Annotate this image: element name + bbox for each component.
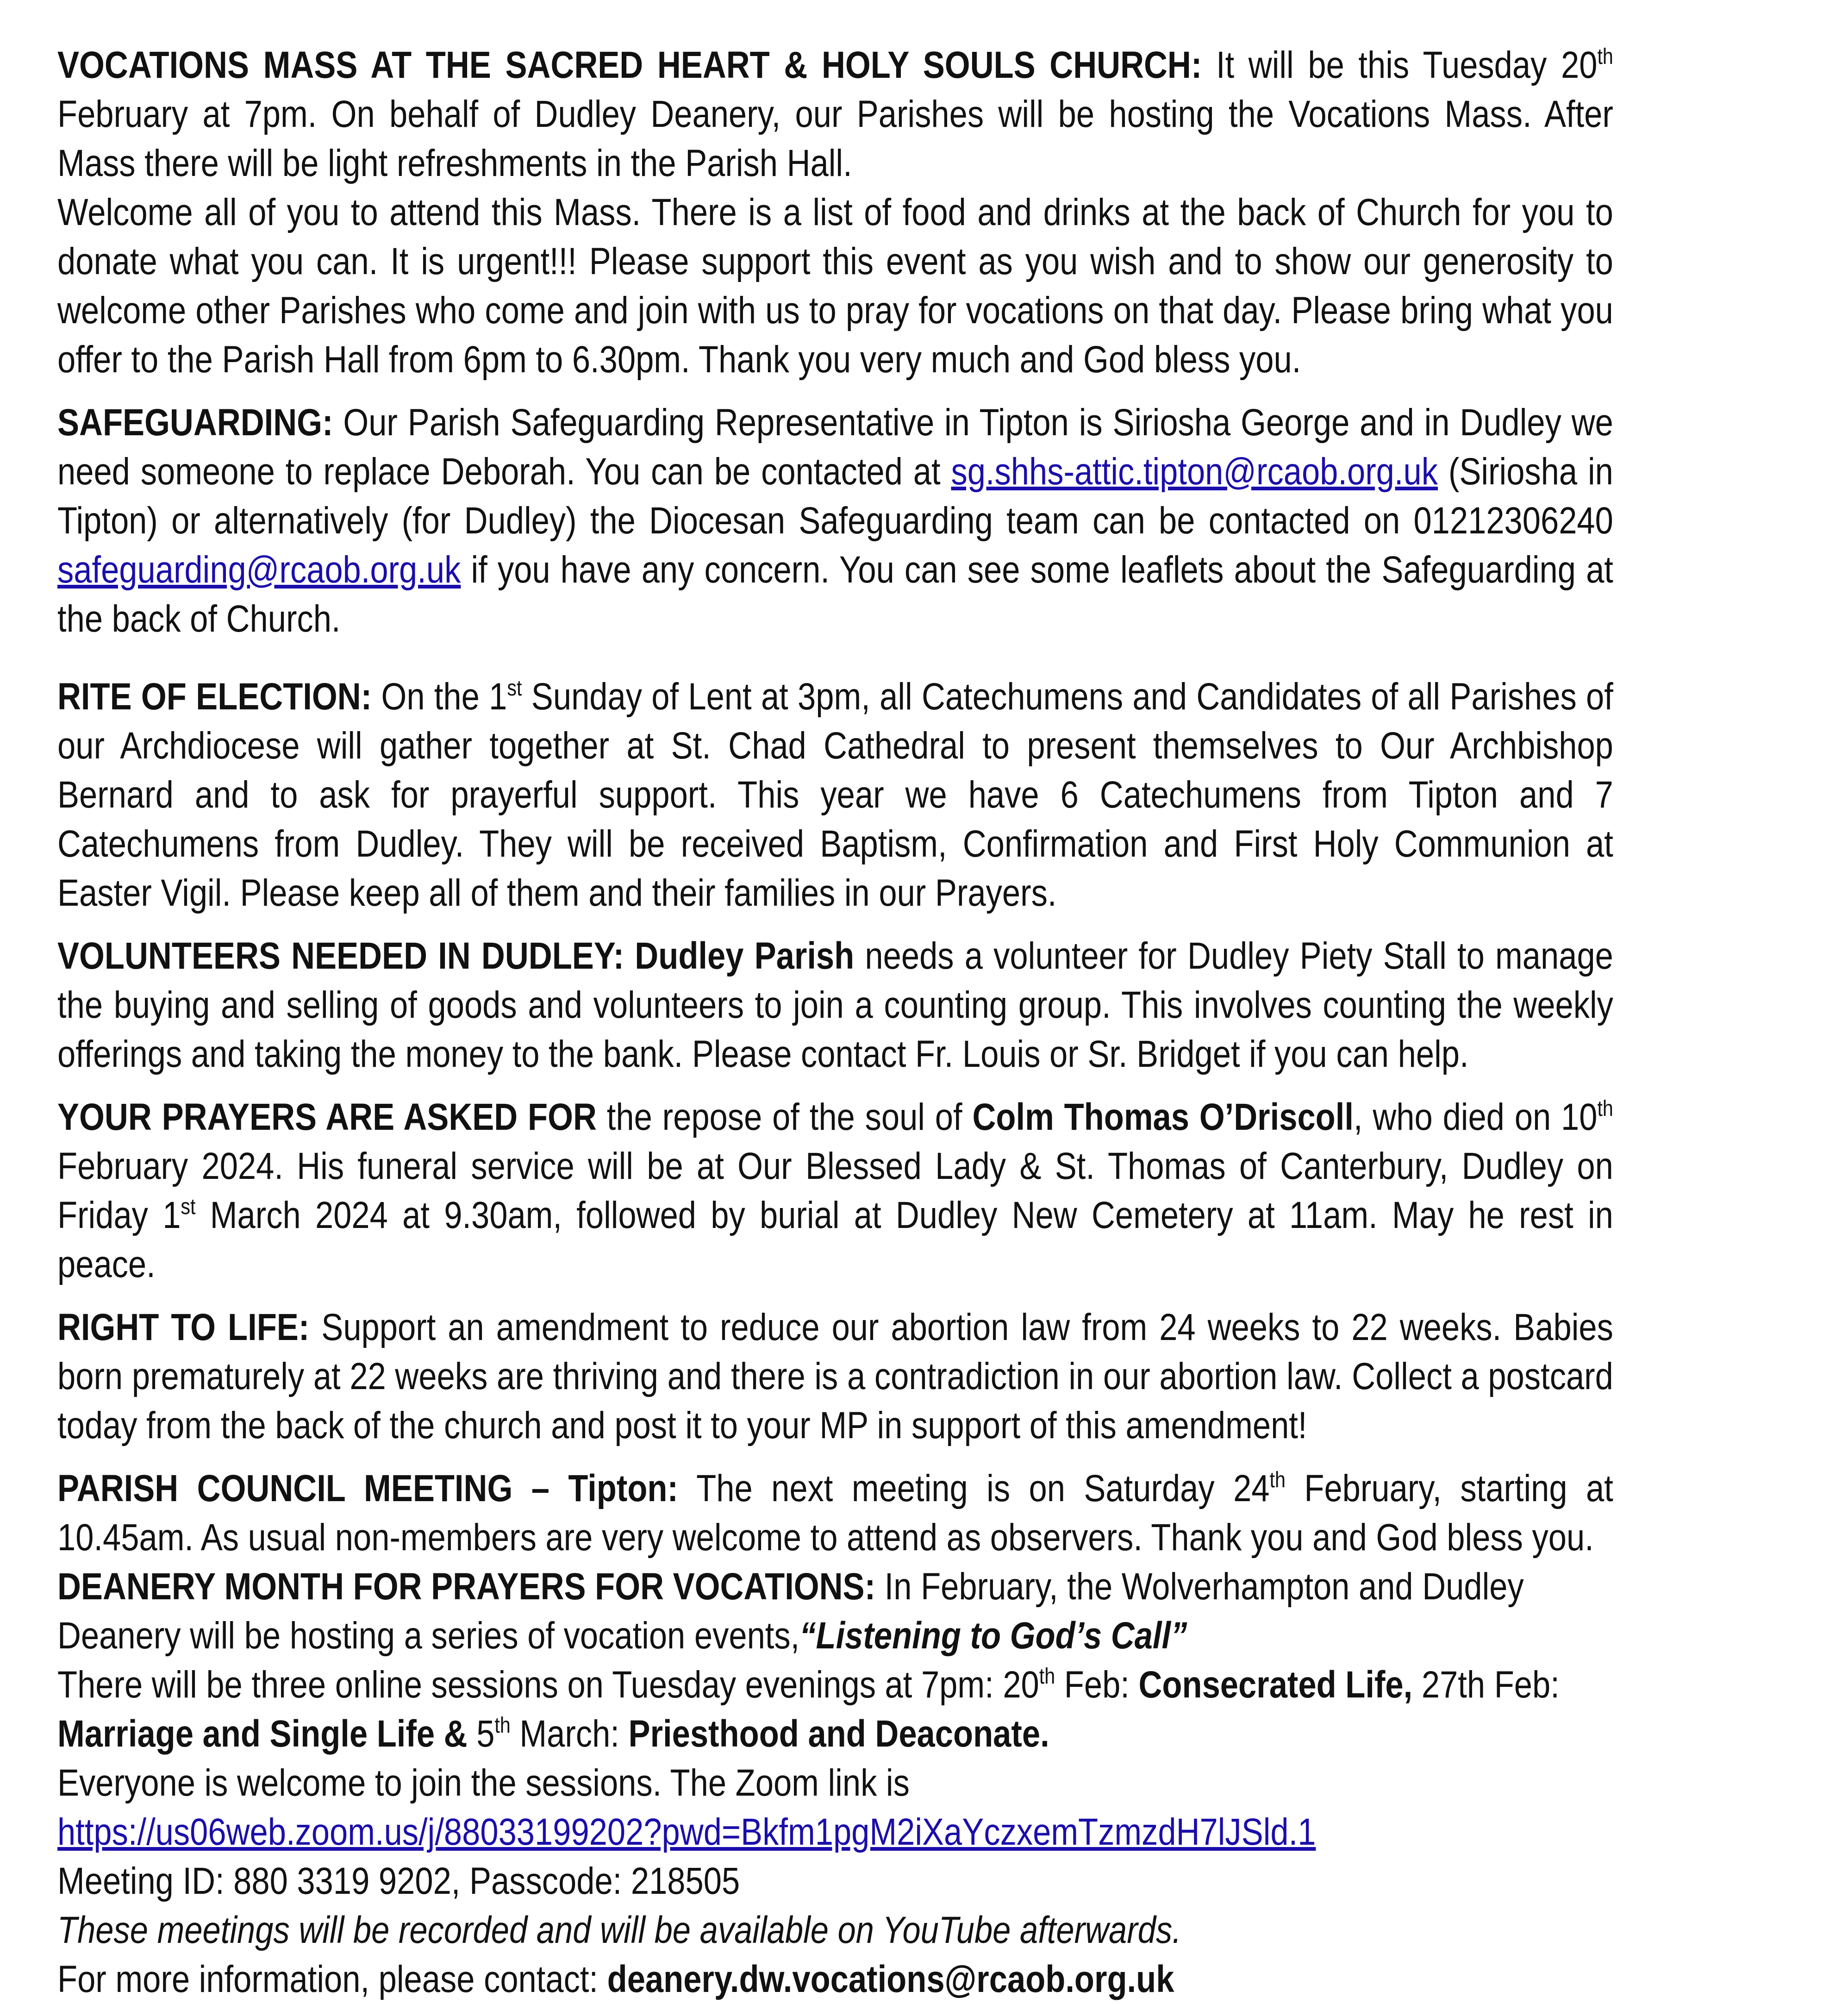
vocations-mass-welcome: Welcome all of you to attend this Mass. There is a list of food and drinks at the back of Church for you to donate what you can. It is urgent!!! Please support this event as you wish and to show our generosity to welcome other Parishes who come and join with us to pray for vocations on that day. Please bring what you offer to the Parish Hall from 6pm to 6.30pm. Thank you very much and God bless you. bbox=[57, 191, 1613, 381]
parish-council-text: February, starting at 10.45am. As usual non-members are very welcome to attend as observers. Thank you and God bless you. bbox=[57, 1467, 1613, 1559]
sessions-text: 5 bbox=[467, 1713, 495, 1755]
recorded-note: These meetings will be recorded and will be available on YouTube afterwards. bbox=[57, 1909, 1181, 1951]
parish-council-heading: PARISH COUNCIL MEETING – Tipton: bbox=[57, 1467, 678, 1509]
prayers-text: February 2024. His funeral service will be at Our Blessed Lady & St. Thomas of Canterbury, Dudley on Friday 1 bbox=[57, 1145, 1613, 1236]
vocations-mass-text: February at 7pm. On behalf of Dudley Deanery, our Parishes will be hosting the Vocations Mass. After Mass there will be light refreshments in the Parish Hall. bbox=[57, 93, 1613, 184]
right-to-life-notice bbox=[57, 1303, 1613, 1450]
deanery-heading: DEANERY MONTH FOR PRAYERS FOR VOCATIONS: bbox=[57, 1566, 876, 1608]
volunteers-text: needs a volunteer for Dudley Piety Stall to manage the buying and selling of goods and volunteers to join a counting group. This involves counting the weekly offerings and taking the money to the bank. Please contact Fr. Louis or Sr. Bridget if you can help. bbox=[57, 935, 1613, 1075]
right-to-life-heading: RIGHT TO LIFE: bbox=[57, 1306, 310, 1348]
superscript: st bbox=[507, 676, 522, 701]
deanery-month-notice bbox=[57, 1562, 1613, 2004]
meeting-id: Meeting ID: 880 3319 9202, Passcode: 218505 bbox=[57, 1860, 740, 1902]
deanery-text: In February, the Wolverhampton and Dudley Deanery will be hosting a series of vocation events, bbox=[57, 1566, 1524, 1657]
diocesan-safeguarding-email-link[interactable]: safeguarding@rcaob.org.uk bbox=[57, 549, 461, 591]
contact-label: For more information, please contact: bbox=[57, 1958, 607, 2000]
vocations-mass-notice bbox=[57, 41, 1613, 188]
zoom-link[interactable]: https://us06web.zoom.us/j/88033199202?pwd=Bkfm1pgM2iXaYczxemTzmzdH7lJSld.1 bbox=[57, 1811, 1316, 1853]
superscript: th bbox=[1597, 44, 1613, 69]
safeguarding-heading: SAFEGUARDING: bbox=[57, 401, 333, 444]
volunteers-heading: VOLUNTEERS NEEDED IN DUDLEY: Dudley Parish bbox=[57, 935, 855, 977]
vocations-mass-text: It will be this Tuesday 20 bbox=[1202, 44, 1598, 86]
sessions-text: March: bbox=[510, 1713, 629, 1755]
prayers-notice bbox=[57, 1093, 1613, 1289]
rite-of-election-heading: RITE OF ELECTION: bbox=[57, 676, 372, 718]
safeguarding-text: Our Parish Safeguarding Representative in Tipton is Siriosha George and in Dudley we need someone to replace Deborah. You can be contacted at bbox=[57, 401, 1613, 493]
rite-of-election-text: Sunday of Lent at 3pm, all Catechumens and Candidates of all Parishes of our Archdiocese will gather together at St. Chad Cathedral to present themselves to Our Archbishop Bernard and to ask for prayerful support. This year we have 6 Catechumens from Tipton and 7 Catechumens from Dudley. They will be received Baptism, Confirmation and First Holy Communion at Easter Vigil. Please keep all of them and their families in our Prayers. bbox=[57, 676, 1613, 914]
session-consecrated-life: Consecrated Life, bbox=[1138, 1664, 1413, 1706]
deceased-name: Colm Thomas O’Driscoll bbox=[972, 1096, 1354, 1138]
superscript: th bbox=[1039, 1664, 1055, 1689]
prayers-heading: YOUR PRAYERS ARE ASKED FOR bbox=[57, 1096, 597, 1138]
sessions-text: Feb: bbox=[1055, 1664, 1139, 1706]
rite-of-election-notice bbox=[57, 672, 1613, 918]
deanery-sessions bbox=[57, 1660, 1613, 1759]
zoom-link-line bbox=[57, 1808, 1613, 1857]
prayers-text: , who died on 10 bbox=[1353, 1096, 1598, 1138]
zoom-welcome: Everyone is welcome to join the sessions. The Zoom link is bbox=[57, 1762, 910, 1804]
session-priesthood-deaconate: Priesthood and Deaconate. bbox=[628, 1713, 1049, 1755]
notices-column bbox=[57, 41, 1613, 2004]
prayers-text: March 2024 at 9.30am, followed by burial at Dudley New Cemetery at 11am. May he rest in peace. bbox=[57, 1194, 1613, 1285]
parish-council-notice bbox=[57, 1464, 1613, 1562]
sessions-text: There will be three online sessions on Tuesday evenings at 7pm: 20 bbox=[57, 1664, 1039, 1706]
vocations-contact-email: deanery.dw.vocations@rcaob.org.uk bbox=[607, 1958, 1174, 2000]
volunteers-notice bbox=[57, 932, 1613, 1079]
superscript: st bbox=[181, 1195, 196, 1219]
safeguarding-text: if you have any concern. You can see some leaflets about the Safeguarding at the back of Church. bbox=[57, 549, 1613, 640]
rite-of-election-text: On the 1 bbox=[372, 676, 507, 718]
prayers-text: the repose of the soul of bbox=[596, 1096, 973, 1138]
superscript: th bbox=[494, 1713, 511, 1738]
safeguarding-text: (Siriosha in Tipton) or alternatively (for Dudley) the Diocesan Safeguarding team can be contacted on 01212306240 bbox=[57, 451, 1613, 542]
superscript: th bbox=[1269, 1468, 1286, 1492]
deanery-intro bbox=[57, 1562, 1613, 1660]
contact-line bbox=[57, 1955, 1613, 2004]
sessions-text: 27th Feb: bbox=[1412, 1664, 1560, 1706]
safeguarding-notice bbox=[57, 398, 1613, 644]
tipton-safeguarding-email-link[interactable]: sg.shhs-attic.tipton@rcaob.org.uk bbox=[951, 451, 1438, 493]
parish-council-text: The next meeting is on Saturday 24 bbox=[678, 1467, 1270, 1509]
right-to-life-text: Support an amendment to reduce our abortion law from 24 weeks to 22 weeks. Babies born prematurely at 22 weeks are thriving and there is a contradiction in our abortion law. Collect a postcard today from the back of the church and post it to your MP in support of this amendment! bbox=[57, 1306, 1613, 1447]
session-marriage-single-life: Marriage and Single Life & bbox=[57, 1713, 468, 1755]
vocations-mass-heading: VOCATIONS MASS AT THE SACRED HEART & HOLY SOULS CHURCH: bbox=[57, 44, 1202, 86]
superscript: th bbox=[1597, 1096, 1613, 1121]
event-series-title: “Listening to God’s Call” bbox=[799, 1615, 1187, 1657]
